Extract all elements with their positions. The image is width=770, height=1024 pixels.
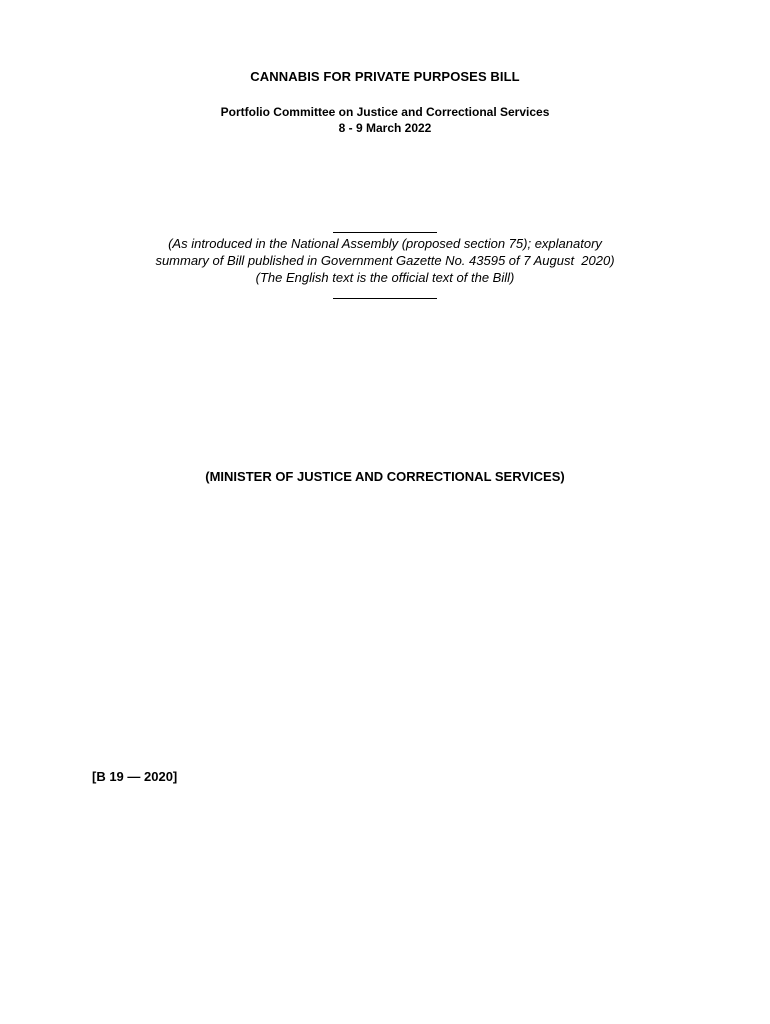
intro-line-3: (The English text is the official text of the Bill) (255, 270, 515, 285)
committee-dates: 8 - 9 March 2022 (338, 121, 432, 135)
bill-title-text: CANNABIS FOR PRIVATE PURPOSES BILL (250, 69, 520, 84)
bill-number: [B 19 — 2020] (92, 769, 178, 784)
intro-line-2: summary of Bill published in Government Gazette No. 43595 of 7 August 2020) (155, 253, 615, 268)
minister-heading (0, 469, 770, 485)
committee-name: Portfolio Committee on Justice and Correctional Services (220, 105, 550, 119)
bill-title (0, 69, 770, 85)
separator-rule-top (333, 232, 437, 233)
committee-heading (0, 104, 770, 136)
separator-rule-bottom (333, 298, 437, 299)
intro-line-1: (As introduced in the National Assembly (proposed section 75); explanatory (168, 236, 602, 251)
introduction-note (0, 235, 770, 286)
minister-text: (MINISTER OF JUSTICE AND CORRECTIONAL SERVICES) (205, 469, 565, 484)
